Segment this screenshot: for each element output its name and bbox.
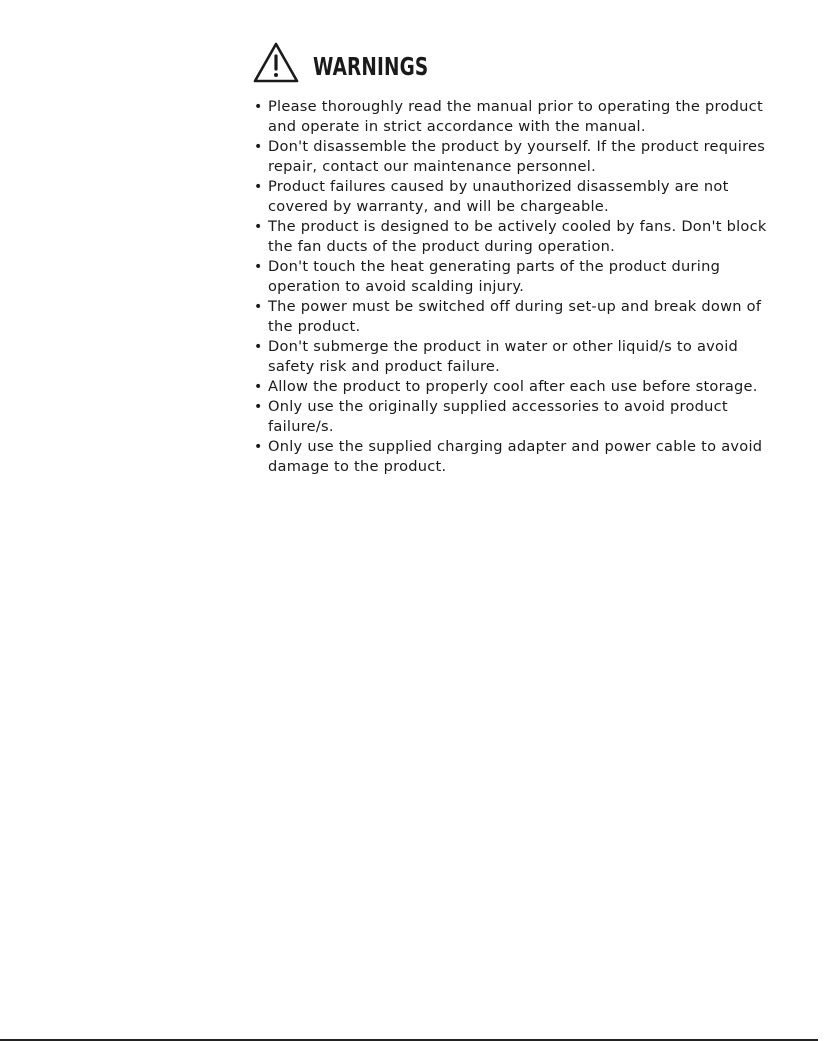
warning-item — [252, 297, 812, 337]
warning-text-line: Allow the product to properly cool after each use before storage. — [268, 378, 758, 395]
warnings-title: WARNINGS — [313, 51, 429, 81]
warning-item — [252, 177, 812, 217]
bullet-icon: • — [254, 399, 263, 415]
warning-item — [252, 377, 812, 397]
warning-text-line: The power must be switched off during set-up and break down of — [268, 298, 762, 315]
warning-text-line: Only use the originally supplied accessories to avoid product — [268, 398, 728, 415]
warning-text-line: covered by warranty, and will be chargeable. — [268, 198, 609, 215]
warning-text-line: damage to the product. — [268, 458, 447, 475]
warning-text-line: the product. — [268, 318, 361, 335]
bullet-icon: • — [254, 379, 263, 395]
warning-item — [252, 257, 812, 297]
bullet-icon: • — [254, 259, 263, 275]
warning-text-line: Please thoroughly read the manual prior to operating the product — [268, 98, 763, 115]
warning-text-line: Don't touch the heat generating parts of the product during — [268, 258, 721, 275]
warning-text-line: Don't disassemble the product by yourself. If the product requires — [268, 138, 766, 155]
warning-item — [252, 437, 812, 477]
warning-text-line: and operate in strict accordance with the manual. — [268, 118, 646, 135]
warning-text-line: safety risk and product failure. — [268, 358, 501, 375]
bullet-icon: • — [254, 339, 263, 355]
warning-item — [252, 397, 812, 437]
warning-item — [252, 217, 812, 257]
warning-text-line: repair, contact our maintenance personnel. — [268, 158, 596, 175]
bullet-icon: • — [254, 179, 263, 195]
bullet-icon: • — [254, 219, 263, 235]
warnings-list — [252, 97, 812, 477]
warning-text-line: failure/s. — [268, 418, 334, 435]
bullet-icon: • — [254, 299, 263, 315]
warnings-section — [252, 40, 812, 477]
warning-text-line: the fan ducts of the product during operation. — [268, 238, 616, 255]
warning-item — [252, 137, 812, 177]
warning-triangle-icon — [252, 41, 300, 85]
warning-text-line: Don't submerge the product in water or other liquid/s to avoid — [268, 338, 739, 355]
warning-item — [252, 337, 812, 377]
warning-text-line: The product is designed to be actively cooled by fans. Don't block — [268, 218, 767, 235]
warning-text-line: Product failures caused by unauthorized disassembly are not — [268, 178, 729, 195]
warning-text-line: Only use the supplied charging adapter and power cable to avoid — [268, 438, 763, 455]
bullet-icon: • — [254, 99, 263, 115]
warning-text-line: operation to avoid scalding injury. — [268, 278, 525, 295]
warning-item — [252, 97, 812, 137]
warnings-header — [252, 40, 812, 86]
bullet-icon: • — [254, 439, 263, 455]
bullet-icon: • — [254, 139, 263, 155]
